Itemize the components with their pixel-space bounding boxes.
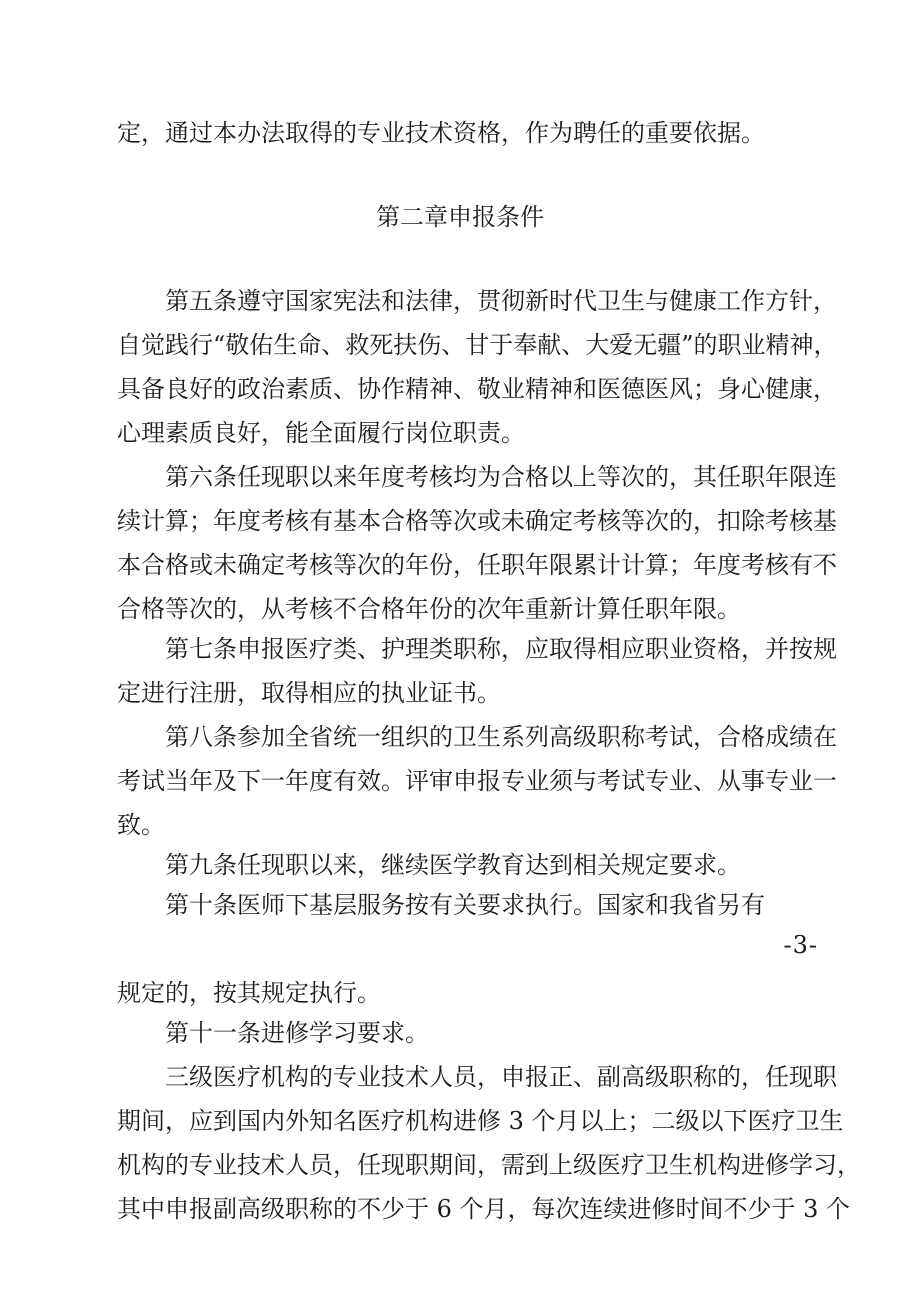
text-line: 定，通过本办法取得的专业技术资格，作为聘任的重要依据。	[117, 119, 765, 147]
text-line: 第八条参加全省统一组织的卫生系列高级职称考试，合格成绩在	[165, 723, 837, 751]
text-line: 第十一条进修学习要求。	[165, 1019, 429, 1047]
text-line: 心理素质良好，能全面履行岗位职责。	[117, 419, 525, 447]
text-line: 具备良好的政治素质、协作精神、敬业精神和医德医风；身心健康，	[117, 375, 837, 403]
chapter-heading: 第二章申报条件	[376, 203, 544, 231]
text-line: 规定的，按其规定执行。	[117, 979, 381, 1007]
text-line: 定进行注册，取得相应的执业证书。	[117, 679, 501, 707]
text-line: 合格等次的，从考核不合格年份的次年重新计算任职年限。	[117, 595, 741, 623]
text-line: 第五条遵守国家宪法和法律，贯彻新时代卫生与健康工作方针，	[165, 287, 837, 315]
text-line: 致。	[117, 811, 165, 839]
text-line: 三级医疗机构的专业技术人员，申报正、副高级职称的，任现职	[165, 1063, 837, 1091]
text-line: 第十条医师下基层服务按有关要求执行。国家和我省另有	[165, 891, 765, 919]
text-line: 机构的专业技术人员，任现职期间，需到上级医疗卫生机构进修学习，	[117, 1151, 861, 1179]
text-line: 其中申报副高级职称的不少于 6 个月，每次连续进修时间不少于 3 个	[117, 1195, 851, 1223]
text-line: 第九条任现职以来，继续医学教育达到相关规定要求。	[165, 851, 741, 879]
page-number: -3-	[783, 931, 818, 959]
text-line: 本合格或未确定考核等次的年份，任职年限累计计算；年度考核有不	[117, 551, 837, 579]
text-line: 期间，应到国内外知名医疗机构进修 3 个月以上；二级以下医疗卫生	[117, 1107, 844, 1135]
text-line: 考试当年及下一年度有效。评审申报专业须与考试专业、从事专业一	[117, 767, 837, 795]
text-line: 第六条任现职以来年度考核均为合格以上等次的，其任职年限连	[165, 463, 837, 491]
text-line: 自觉践行“敬佑生命、救死扶伤、甘于奉献、大爱无疆”的职业精神，	[117, 331, 838, 359]
text-line: 第七条申报医疗类、护理类职称，应取得相应职业资格，并按规	[165, 635, 837, 663]
text-line: 续计算；年度考核有基本合格等次或未确定考核等次的，扣除考核基	[117, 507, 837, 535]
